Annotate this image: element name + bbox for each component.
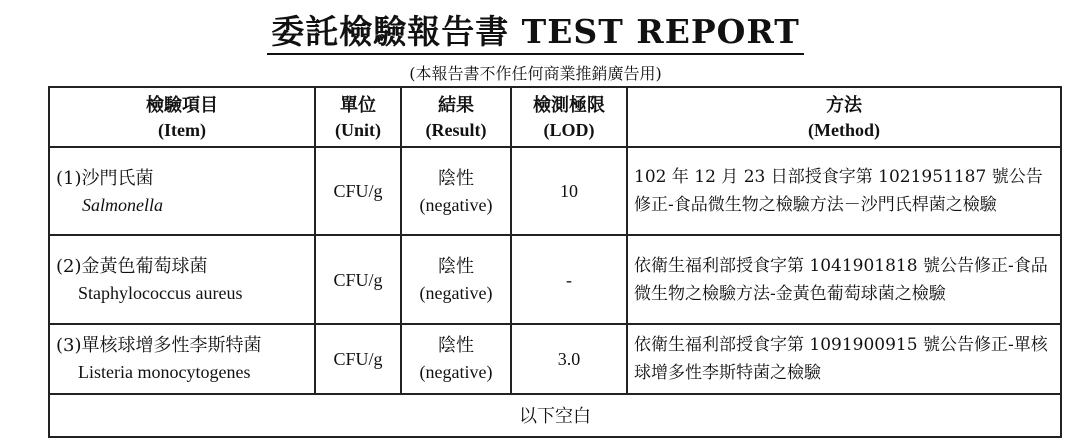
item-name-en: Listeria monocytogenes (78, 362, 251, 383)
lod-cell: 10 (511, 147, 627, 235)
header-lod: 檢測極限 (LOD) (511, 87, 627, 147)
report-title-text: 委託檢驗報告書 TEST REPORT (267, 12, 804, 55)
item-name-zh: (1)沙門氏菌 (56, 167, 154, 189)
header-item: 檢驗項目 (Item) (49, 87, 315, 147)
report-table (48, 86, 1062, 438)
unit-cell: CFU/g (315, 324, 401, 394)
report-subtitle: (本報告書不作任何商業推銷廣告用) (409, 64, 662, 83)
result-cell: 陰性 (negative) (401, 147, 511, 235)
header-method: 方法 (Method) (627, 87, 1061, 147)
unit-cell: CFU/g (315, 147, 401, 235)
blank-below-note: 以下空白 (49, 394, 1061, 437)
header-result: 結果 (Result) (401, 87, 511, 147)
unit-cell: CFU/g (315, 235, 401, 323)
result-cell: 陰性 (negative) (401, 235, 511, 323)
table-header-row (49, 87, 1061, 147)
table-row (49, 324, 1061, 394)
item-cell (49, 324, 315, 394)
table-row (49, 147, 1061, 235)
item-cell (49, 235, 315, 323)
item-name-en: Staphylococcus aureus (78, 283, 243, 304)
lod-cell: 3.0 (511, 324, 627, 394)
item-cell (49, 147, 315, 235)
item-name-zh: (2)金黃色葡萄球菌 (56, 256, 208, 278)
result-cell: 陰性 (negative) (401, 324, 511, 394)
table-row (49, 235, 1061, 323)
lod-cell: - (511, 235, 627, 323)
item-name-zh: (3)單核球增多性李斯特菌 (56, 335, 262, 357)
item-name-en: Salmonella (82, 194, 163, 215)
header-unit: 單位 (Unit) (315, 87, 401, 147)
table-footer-row (49, 394, 1061, 437)
method-cell: 102 年 12 月 23 日部授食字第 1021951187 號公告修正-食品微生物之檢驗方法－沙門氏桿菌之檢驗 (627, 147, 1061, 235)
method-cell: 依衛生福利部授食字第 1091900915 號公告修正-單核球增多性李斯特菌之檢驗 (627, 324, 1061, 394)
method-cell: 依衛生福利部授食字第 1041901818 號公告修正-食品微生物之檢驗方法-金黃色葡萄球菌之檢驗 (627, 235, 1061, 323)
report-title (0, 6, 1071, 53)
